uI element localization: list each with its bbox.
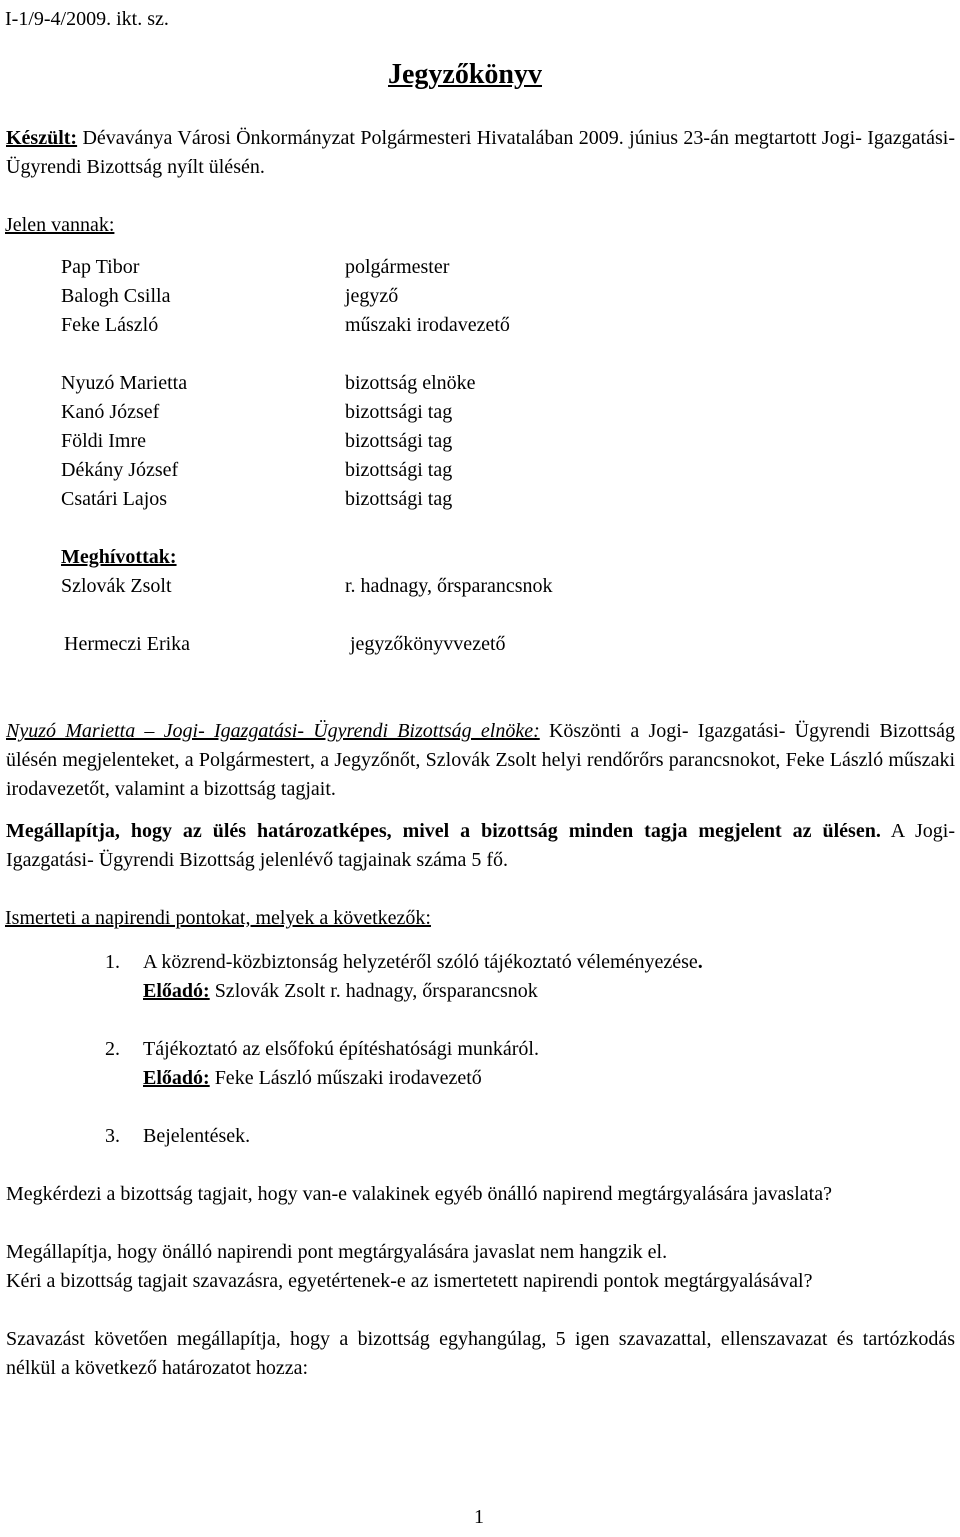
present-name: Dékány József [61,459,179,481]
agenda-number: 1. [105,951,120,973]
present-role: bizottság elnöke [345,372,476,394]
present-name: Földi Imre [61,430,146,452]
agenda-item-1 [143,948,703,977]
recorder-role: jegyzőkönyvvezető [350,633,506,655]
present-role: bizottsági tag [345,401,453,423]
present-name: Nyuzó Marietta [61,372,188,394]
speaker-label: Nyuzó Marietta – Jogi- Igazgatási- Ügyrendi Bizottság elnöke: [6,720,540,742]
greeting-text: Köszönti a Jogi- Igazgatási- Ügyrendi Bizottság ülésén megjelenteket, a Polgármestert, a Jegyzőnőt, Szlovák Zsolt helyi rendőrőrs parancsnokot, Feke László műszaki irodavezetőt, valamint a bizottság tagjait. [6,720,955,800]
agenda-number: 2. [105,1038,120,1060]
present-name: Csatári Lajos [61,488,168,510]
present-name: Balogh Csilla [61,285,171,307]
page-number: 1 [474,1506,484,1528]
agenda-number: 3. [105,1125,120,1147]
present-role: műszaki irodavezető [345,314,510,336]
agenda-intro: Ismerteti a napirendi pontokat, melyek a következők: [5,907,431,929]
present-role: jegyző [345,285,399,307]
paragraph-greeting [6,717,955,804]
closing-question: Megkérdezi a bizottság tagjait, hogy van-e valakinek egyéb önálló napirend megtárgyalására javaslata? [6,1183,832,1205]
present-name: Feke László [61,314,159,336]
present-label: Jelen vannak: [5,214,115,236]
agenda-presenter-1 [143,977,538,1006]
closing-vote-result: Szavazást követően megállapítja, hogy a bizottság egyhangúlag, 5 igen szavazattal, ellenszavazat és tartózkodás nélkül a következő határozatot hozza: [6,1328,955,1379]
present-name: Pap Tibor [61,256,140,278]
presenter-name: Szlovák Zsolt r. hadnagy, őrsparancsnok [209,980,538,1002]
quorum-text: A Jogi- Igazgatási- Ügyrendi Bizottság jelenlévő tagjainak száma 5 fő. [6,820,955,871]
agenda-text-end: . [697,951,703,973]
invited-name: Szlovák Zsolt [61,575,172,597]
invited-label: Meghívottak: [61,546,177,568]
quorum-statement: Megállapítja, hogy az ülés határozatképes, mivel a bizottság minden tagja megjelent az ülésen. [6,820,881,842]
present-role: bizottsági tag [345,488,453,510]
presenter-label: Előadó: [143,980,210,1002]
agenda-presenter-2 [143,1064,482,1093]
presenter-label: Előadó: [143,1067,210,1089]
meeting-info [6,124,955,182]
document-title: Jegyzőkönyv [388,59,542,90]
meeting-info-label: Készült: [6,127,78,149]
recorder-name: Hermeczi Erika [64,633,191,655]
presenter-name: Feke László műszaki irodavezető [209,1067,482,1089]
meeting-info-text: Dévaványa Városi Önkormányzat Polgármesteri Hivatalában 2009. június 23-án megtartott Jogi- Igazgatási- Ügyrendi Bizottság nyílt ülésén. [6,127,955,178]
present-role: polgármester [345,256,450,278]
paragraph-quorum [6,817,955,875]
invited-role: r. hadnagy, őrsparancsnok [345,575,553,597]
closing-no-proposal: Megállapítja, hogy önálló napirendi pont megtárgyalására javaslat nem hangzik el. [6,1241,668,1263]
present-role: bizottsági tag [345,430,453,452]
document-id: I-1/9-4/2009. ikt. sz. [5,8,169,30]
agenda-item-3: Bejelentések. [143,1125,251,1147]
agenda-text: A közrend-közbiztonság helyzetéről szóló tájékoztató véleményezése [143,951,698,973]
present-name: Kanó József [61,401,160,423]
closing-vote-request: Kéri a bizottság tagjait szavazásra, egyetértenek-e az ismertetett napirendi pontok megtárgyalásával? [6,1270,813,1292]
present-role: bizottsági tag [345,459,453,481]
agenda-item-2: Tájékoztató az elsőfokú építéshatósági munkáról. [143,1038,539,1060]
